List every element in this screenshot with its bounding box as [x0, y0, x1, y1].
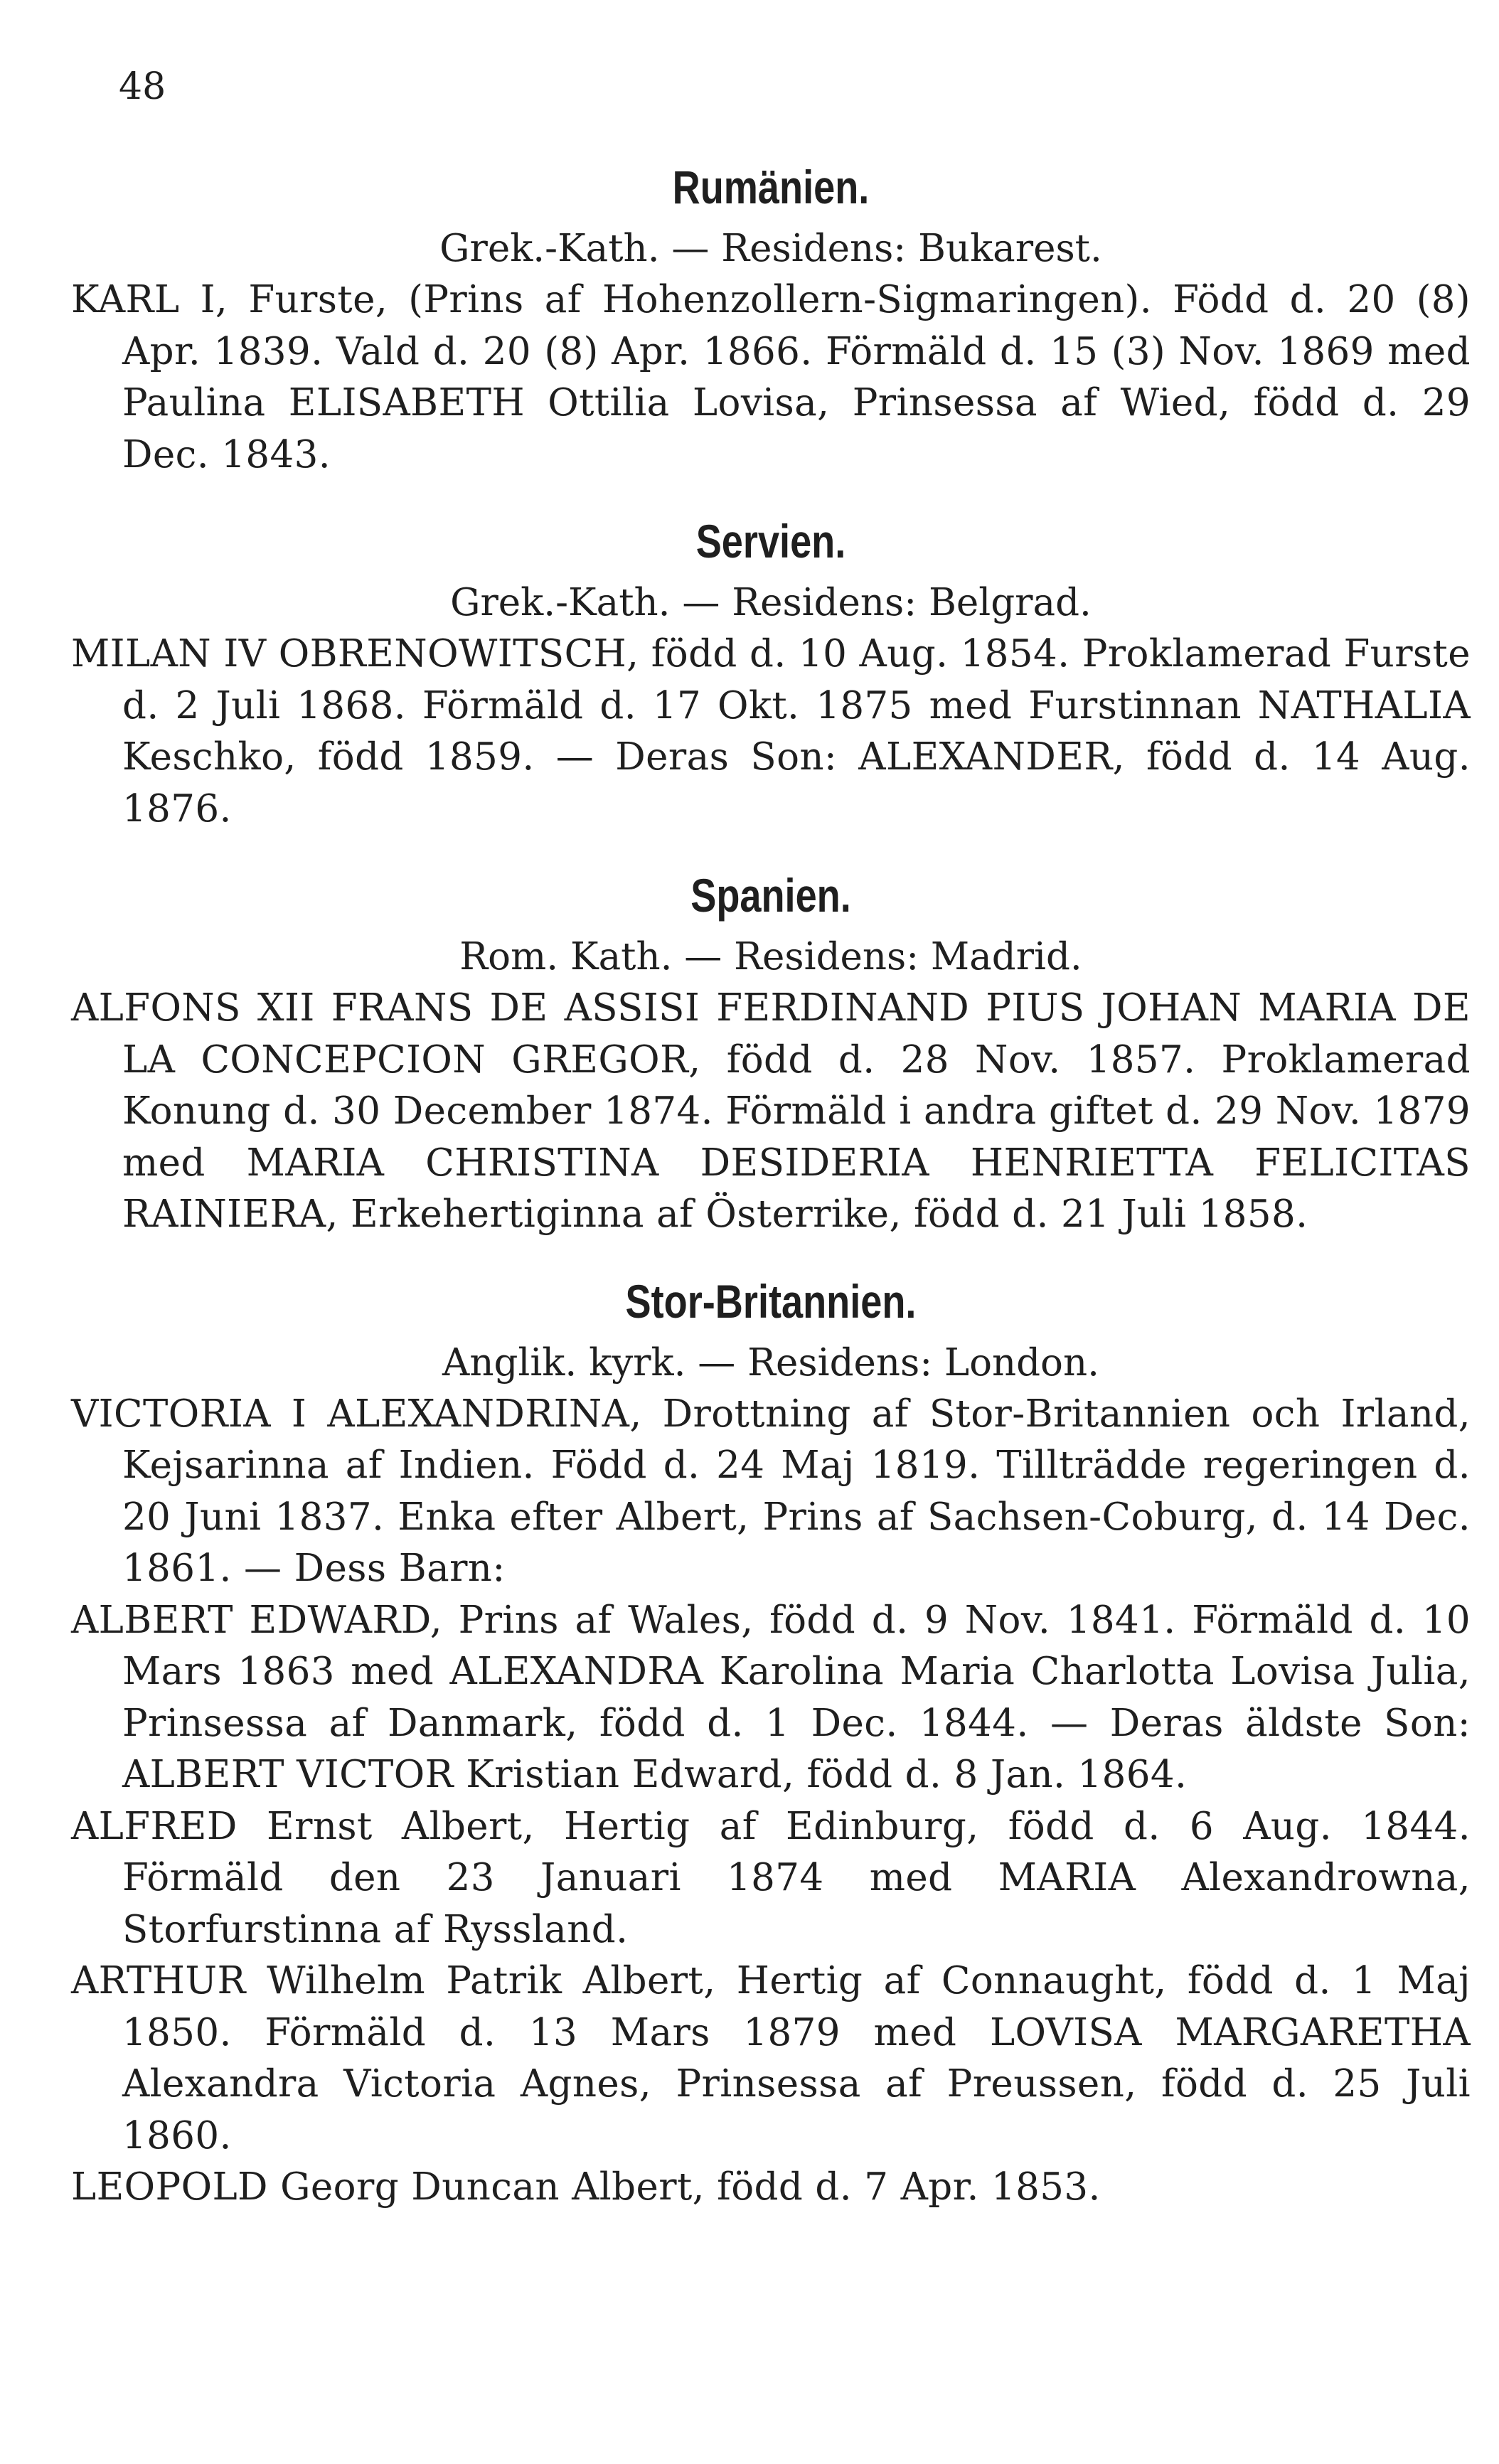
section-servien [71, 511, 1471, 835]
section-heading: Rumänien. [672, 161, 870, 213]
regent-entry: VICTORIA I ALEXANDRINA, Drottning af Stor-Britannien och Irland, Kejsarinna af Indien. Född d. 24 Maj 1819. Tillträdde regeringen d. 20 Juni 1837. Enka efter Albert, Prins af Sachsen-Coburg, d. 14 Dec. 1861. — Dess Barn: [71, 1392, 1471, 1590]
section-heading: Stor-Britannien. [625, 1274, 917, 1328]
section-heading: Servien. [695, 515, 846, 567]
family-member-entry: ARTHUR Wilhelm Patrik Albert, Hertig af Connaught, född d. 1 Maj 1850. Förmäld d. 13 Mars 1879 med LOVISA MARGARETHA Alexandra Victoria Agnes, Prinsessa af Preussen, född d. 25 Juli 1860. [71, 1959, 1471, 2158]
regent-entry: KARL I, Furste, (Prins af Hohenzollern-Sigmaringen). Född d. 20 (8) Apr. 1839. Vald d. 20 (8) Apr. 1866. Förmäld d. 15 (3) Nov. 1869 med Paulina ELISABETH Ottilia Lovisa, Prinsessa af Wied, född d. 29 Dec. 1843. [71, 278, 1471, 476]
family-member-entry: ALBERT EDWARD, Prins af Wales, född d. 9 Nov. 1841. Förmäld d. 10 Mars 1863 med ALEXANDRA Karolina Maria Charlotta Lovisa Julia, Prinsessa af Danmark, född d. 1 Dec. 1844. — Deras äldste Son: ALBERT VICTOR Kristian Edward, född d. 8 Jan. 1864. [71, 1598, 1471, 1796]
section-rumanien [71, 156, 1471, 481]
section-spanien [71, 865, 1471, 1241]
religion-residence-line: Grek.-Kath. — Residens: Belgrad. [450, 581, 1092, 624]
family-member-entry: ALFRED Ernst Albert, Hertig af Edinburg, född d. 6 Aug. 1844. Förmäld den 23 Januari 1874 med MARIA Alexandrowna, Storfurstinna af Ryssland. [71, 1804, 1471, 1951]
regent-entry: MILAN IV OBRENOWITSCH, född d. 10 Aug. 1854. Proklamerad Furste d. 2 Juli 1868. Förmäld d. 17 Okt. 1875 med Furstinnan NATHALIA Keschko, född 1859. — Deras Son: ALEXANDER, född d. 14 Aug. 1876. [71, 632, 1471, 831]
regent-entry: ALFONS XII FRANS DE ASSISI FERDINAND PIUS JOHAN MARIA DE LA CONCEPCION GREGOR, född d. 28 Nov. 1857. Proklamerad Konung d. 30 December 1874. Förmäld i andra giftet d. 29 Nov. 1879 med MARIA CHRISTINA DESIDERIA HENRIETTA FELICITAS RAINIERA, Erkehertiginna af Österrike, född d. 21 Juli 1858. [71, 986, 1471, 1236]
section-stor-britannien [71, 1271, 1471, 2214]
religion-residence-line: Grek.-Kath. — Residens: Bukarest. [439, 227, 1102, 270]
family-member-entry: LEOPOLD Georg Duncan Albert, född d. 7 Apr. 1853. [71, 2165, 1101, 2209]
page-text [71, 156, 1471, 2214]
religion-residence-line: Anglik. kyrk. — Residens: London. [442, 1340, 1099, 1385]
section-heading: Spanien. [690, 869, 851, 922]
religion-residence-line: Rom. Kath. — Residens: Madrid. [459, 935, 1082, 978]
page-number: 48 [119, 65, 166, 108]
